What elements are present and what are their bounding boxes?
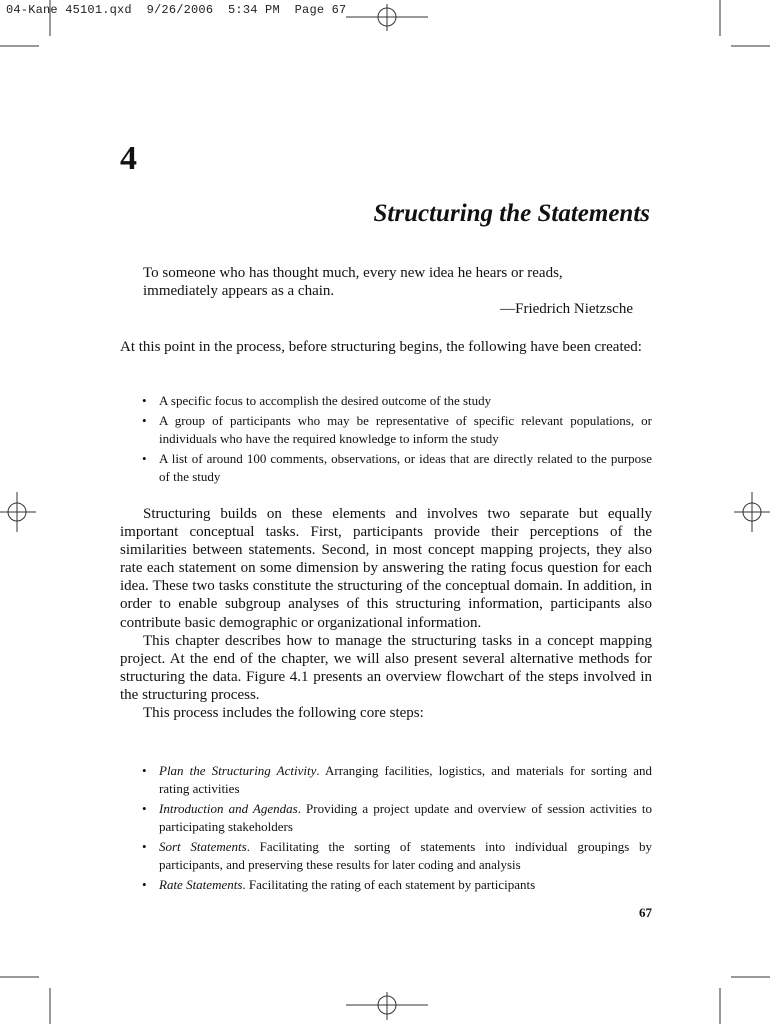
- epigraph-quote: To someone who has thought much, every new idea he hears or reads, immediately appears as a chain.: [143, 265, 563, 299]
- registration-mark-bottom: [346, 992, 428, 1020]
- created-items-list: [142, 392, 652, 488]
- print-slug-line: 04-Kane 45101.qxd 9/26/2006 5:34 PM Page 67: [6, 3, 347, 17]
- epigraph-attribution: —Friedrich Nietzsche: [500, 301, 633, 317]
- list-item: • Plan the Structuring Activity. Arranging facilities, logistics, and materials for sorting and rating activities: [142, 762, 652, 798]
- step-term: Introduction and Agendas: [159, 801, 298, 816]
- chapter-title: Structuring the Statements: [373, 200, 650, 227]
- registration-mark-top: [346, 4, 428, 31]
- list-item: • A list of around 100 comments, observations, or ideas that are directly related to the purpose of the study: [142, 450, 652, 486]
- list-item: • A specific focus to accomplish the desired outcome of the study: [142, 392, 652, 410]
- list-item: • A group of participants who may be representative of specific relevant populations, or individuals who have the required knowledge to inform the study: [142, 412, 652, 448]
- page-number: 67: [639, 905, 652, 920]
- body-paragraph: This process includes the following core steps:: [143, 705, 424, 722]
- step-term: Sort Statements: [159, 839, 247, 854]
- body-paragraph: This chapter describes how to manage the structuring tasks in a concept mapping project. At the end of the chapter, we will also present several alternative methods for structuring the data. Figure 4.1 presents an overview flowchart of the steps involved in the structuring process.: [120, 632, 652, 703]
- list-item: • Sort Statements. Facilitating the sorting of statements into individual groupings by participants, and preserving these results for later coding and analysis: [142, 838, 652, 874]
- step-description: Facilitating the rating of each statement by participants: [248, 877, 536, 892]
- registration-mark-right: [734, 492, 770, 532]
- body-text: [120, 505, 652, 722]
- list-item: • Introduction and Agendas. Providing a project update and overview of session activities to participating stakeholders: [142, 800, 652, 836]
- step-description: Facilitating the sorting of statements into individual groupings by participants, and preserving these results for later coding and analysis: [159, 839, 653, 872]
- step-description: Providing a project update and overview of session activities to participating stakeholders: [159, 801, 653, 834]
- body-paragraph: Structuring builds on these elements and involves two separate but equally important conceptual tasks. First, participants provide their perceptions of the similarities between statements. Second, in most concept mapping projects, they also rate each statement on some dimension by answering the rating focus question for each idea. These two tasks constitute the structuring of the conceptual domain. In addition, in order to enable subgroup analyses of this structuring information, participants also contribute basic demographic or organizational information.: [120, 506, 652, 631]
- registration-mark-left: [0, 492, 36, 532]
- step-term: Rate Statements: [159, 877, 243, 892]
- list-item: • Rate Statements. Facilitating the rating of each statement by participants: [142, 876, 652, 894]
- step-description: Arranging facilities, logistics, and materials for sorting and rating activities: [159, 763, 652, 796]
- intro-paragraph: At this point in the process, before structuring begins, the following have been created:: [120, 339, 642, 355]
- step-term: Plan the Structuring Activity: [159, 763, 317, 778]
- chapter-number: 4: [120, 140, 137, 177]
- core-steps-list: [142, 762, 652, 896]
